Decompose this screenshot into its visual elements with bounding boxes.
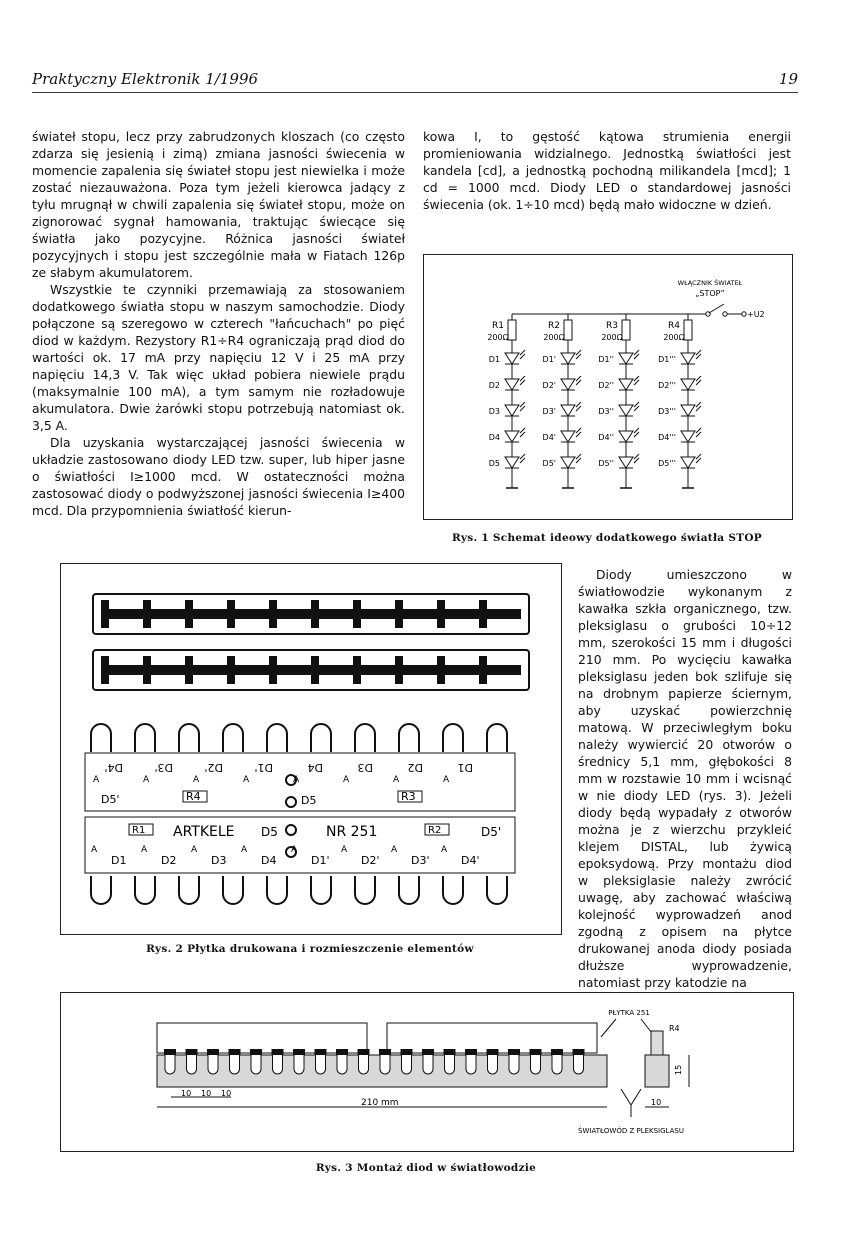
diode-label: D2'' [598, 381, 614, 390]
dim-width: 10 [651, 1098, 662, 1107]
led-outline [135, 876, 155, 904]
track-segment [319, 609, 353, 619]
track-segment [445, 665, 479, 675]
guide-led [337, 1055, 347, 1074]
pcb-copper-tracks [93, 594, 529, 690]
track-segment [403, 609, 437, 619]
track-segment [487, 609, 521, 619]
track-segment [235, 609, 269, 619]
pcb-led-label: D4' [461, 854, 480, 867]
journal-title: Praktyczny Elektronik 1/1996 [32, 70, 259, 88]
track-segment [277, 665, 311, 675]
track-pad [101, 656, 109, 684]
track-segment [151, 609, 185, 619]
guide-led [531, 1055, 541, 1074]
guide-led [294, 1055, 304, 1074]
resistor-r1 [508, 320, 516, 340]
switch-label-stop: „STOP” [695, 289, 725, 298]
track-segment [403, 665, 437, 675]
resistor-r4 [684, 320, 692, 340]
guide-led-leg [530, 1049, 542, 1055]
switch-lever [709, 304, 724, 313]
article-right-column-top: kowa I, to gęstość kątowa strumienia energii promieniowania widzialnego. Jednostką światłości jest kandela [cd], a jednostką pochodną milikandela [mcd]; 1 cd = 1000 mcd. Diody LED o standardowej jasności świecenia (ok. 1÷10 mcd) będą mało widoczne w dzień. [423, 129, 791, 212]
diode-label: D3 [488, 407, 500, 416]
led-outline [487, 876, 507, 904]
led-symbol [561, 353, 575, 364]
figure3-caption: Rys. 3 Montaż diod w światłowodzie [315, 1162, 537, 1174]
led-symbol [561, 405, 575, 416]
guide-led-leg [379, 1049, 391, 1055]
switch-label: WŁĄCZNIK ŚWIATEŁ [677, 279, 743, 287]
guide-led [466, 1055, 476, 1074]
anode-mark: A [191, 845, 198, 855]
led-outline [135, 724, 155, 752]
guide-led [488, 1055, 498, 1074]
track-pad [311, 600, 319, 628]
d5-label: D5' [101, 793, 120, 806]
schematic-svg [424, 255, 792, 519]
track-pad [395, 656, 403, 684]
d5-label: D5 [301, 794, 317, 807]
track-segment [109, 609, 143, 619]
track-pad [437, 600, 445, 628]
guide-led [273, 1055, 283, 1074]
page-number: 19 [778, 70, 798, 88]
guide-led [316, 1055, 326, 1074]
track-pad [479, 600, 487, 628]
pcb-bottom-labels [91, 845, 480, 867]
pcb-led-label: D1 [111, 854, 127, 867]
diode-label: D2 [488, 381, 500, 390]
diode-label: D5'' [598, 459, 614, 468]
guide-led [574, 1055, 584, 1074]
diode-label: D5 [488, 459, 500, 468]
figure3-mounting [60, 992, 794, 1152]
paragraph: Wszystkie te czynniki przemawiają za stosowaniem dodatkowego światła stopu w naszym samochodzie. Diody połączone są szeregowo w czterech "łańcuchach" po pięć diod w każdym. Rezystory R1÷R4 ograniczają prąd diod do wartości ok. 17 mA przy napięciu 12 V i 25 mA przy napięciu 14,3 V. Tak więc układ pobiera niewiele prądu (maksymalnie 100 mA), a tym samym nie rozładowuje akumulatora. Dwie żarówki stopu potrzebują natomiast ok. 3,5 A. [32, 282, 405, 433]
led-symbol [561, 457, 575, 468]
guide-led-leg [250, 1049, 262, 1055]
led-symbol [681, 353, 695, 364]
led-outline [355, 724, 375, 752]
track-pad [269, 656, 277, 684]
anode-mark: A [193, 775, 200, 785]
guide-led-leg [551, 1049, 563, 1055]
guide-led-leg [487, 1049, 499, 1055]
guide-led [402, 1055, 412, 1074]
led-outline [267, 876, 287, 904]
paragraph: świateł stopu, lecz przy zabrudzonych kloszach (co często zdarza się jesienią i zimą) zmiana jasności świecenia w momencie zapalenia się świateł stopu jest niewielka i może zostać niezauważona. Poza tym jeżeli kierowca jadący z tyłu mrugnął w chwili zapalenia się świateł stopu, może on zignorować sygnał hamowania, traktując świecące się światła jako pozycyjne. Różnica jasności świateł pozycyjnych i stopu jest szczególnie mała w Fiatach 126p ze słabym akumulatorem. [32, 129, 405, 280]
track-segment [109, 665, 143, 675]
guide-led-leg [229, 1049, 241, 1055]
track-pad [269, 600, 277, 628]
led-outline [91, 724, 111, 752]
resistor-value: 200Ω [601, 333, 623, 342]
led-symbol [619, 405, 633, 416]
pcb-strip-left [157, 1023, 367, 1053]
anode-mark: A [291, 845, 298, 855]
track-pad [185, 656, 193, 684]
diode-label: D1'' [598, 355, 614, 364]
resistor-value: 200Ω [487, 333, 509, 342]
led-outline [223, 724, 243, 752]
track-segment [193, 609, 227, 619]
led-symbol [505, 353, 519, 364]
anode-mark: A [243, 775, 250, 785]
led-outline [487, 724, 507, 752]
track-pad [143, 600, 151, 628]
pcb-led-row-top [91, 724, 507, 752]
led-outline [91, 876, 111, 904]
r-label: R3 [401, 790, 416, 803]
board-number: NR 251 [326, 824, 378, 840]
guide-led [359, 1055, 369, 1074]
r-label: R2 [428, 825, 442, 836]
led-outline [223, 876, 243, 904]
led-symbol [561, 431, 575, 442]
pcb-led-label: D4' [104, 761, 123, 774]
track-pad [311, 656, 319, 684]
diode-label: D4''' [658, 433, 676, 442]
resistor-r3 [622, 320, 630, 340]
guide-led [380, 1055, 390, 1074]
diode-label: D1 [488, 355, 500, 364]
track-pad [479, 656, 487, 684]
diode-label: D4'' [598, 433, 614, 442]
guide-led-leg [401, 1049, 413, 1055]
pcb-svg [61, 564, 561, 934]
resistor-value: 200Ω [663, 333, 685, 342]
led-symbol [681, 457, 695, 468]
component-strip-bottom [85, 817, 515, 873]
article-right-column-middle: Diody umieszczono w światłowodzie wykonanym z kawałka szkła organicznego, tzw. pleksiglasu o grubości 10÷12 mm, szerokości 15 mm i długości 210 mm. Po wycięciu kawałka pleksiglasu jeden bok szlifuje się na drobnym papierze ściernym, aby uzyskać powierzchnię matową. W przeciwległym boku należy wywiercić 20 otworów o średnicy 5,1 mm, głębokości 8 mm w rozstawie 10 mm i wcisnąć w nie diody LED (rys. 3). Jeżeli diody będą wypadały z otworów można je z wierzchu przykleić klejem DISTAL, lub żywicą epoksydową. Przy montażu diod w pleksiglasie należy zwrócić uwagę, aby zachować właściwą kolejność wyprowadzeń anod zgodną z opisem na płytce drukowanej anoda diody posiada dłuższe wyprowadzenie, natomiast przy katodzie na [578, 567, 792, 990]
anode-mark: A [143, 775, 150, 785]
led-outline [179, 724, 199, 752]
led-symbol [505, 457, 519, 468]
resistor-r2 [564, 320, 572, 340]
dim-length: 210 mm [361, 1098, 399, 1108]
track-segment [193, 665, 227, 675]
diode-label: D3' [542, 407, 556, 416]
diode-label: D5' [542, 459, 556, 468]
mounting-svg [61, 993, 793, 1151]
guide-led [208, 1055, 218, 1074]
guide-led [552, 1055, 562, 1074]
dim-spacing: 10 [181, 1089, 192, 1098]
guide-led [165, 1055, 175, 1074]
led-outline [179, 876, 199, 904]
resistor-value: 200Ω [543, 333, 565, 342]
guide-led-leg [164, 1049, 176, 1055]
d5-label: D5 [261, 825, 278, 839]
figure1-schematic [423, 254, 793, 520]
pcb-led-label: D2 [407, 761, 423, 774]
led-symbol [681, 431, 695, 442]
guide-led-leg [272, 1049, 284, 1055]
r-label: R4 [186, 790, 201, 803]
led-symbol [505, 431, 519, 442]
pcb-top-labels [93, 761, 473, 785]
track-pad [353, 600, 361, 628]
led-symbol [681, 379, 695, 390]
led-outline [267, 724, 287, 752]
led-symbol [505, 405, 519, 416]
component-strip-top [85, 753, 515, 811]
diode-label: D1' [542, 355, 556, 364]
track-segment [277, 609, 311, 619]
r-label: R1 [132, 825, 146, 836]
led-outline [311, 876, 331, 904]
guide-led [445, 1055, 455, 1074]
guide-led-leg [573, 1049, 585, 1055]
led-outline [355, 876, 375, 904]
diode-label: D1''' [658, 355, 676, 364]
guide-led-leg [358, 1049, 370, 1055]
track-segment [319, 665, 353, 675]
anode-mark: A [391, 845, 398, 855]
pcb-led-label: D3 [211, 854, 227, 867]
pcb-led-label: D2 [161, 854, 177, 867]
led-symbol [561, 379, 575, 390]
d5-label: D5' [481, 825, 502, 839]
guide-led-leg [207, 1049, 219, 1055]
track-segment [487, 665, 521, 675]
led-outline [399, 724, 419, 752]
pcb-led-label: D2' [204, 761, 223, 774]
track-pad [101, 600, 109, 628]
guide-led [187, 1055, 197, 1074]
guide-led-leg [293, 1049, 305, 1055]
track-segment [151, 665, 185, 675]
guide-led-leg [336, 1049, 348, 1055]
pcb-led-label: D2' [361, 854, 380, 867]
guide-led-leg [315, 1049, 327, 1055]
anode-mark: A [241, 845, 248, 855]
led-symbol [681, 405, 695, 416]
anode-mark: A [141, 845, 148, 855]
led-symbol [619, 379, 633, 390]
guide-led [423, 1055, 433, 1074]
diode-label: D3'' [598, 407, 614, 416]
pcb-led-row-bottom [91, 876, 507, 904]
figure2-caption: Rys. 2 Płytka drukowana i rozmieszczenie elementów [146, 943, 474, 955]
track-pad [353, 656, 361, 684]
diode-label: D4 [488, 433, 500, 442]
led-outline [399, 876, 419, 904]
pcb-led-label: D3 [357, 761, 373, 774]
guide-led-leg [508, 1049, 520, 1055]
header-rule [32, 92, 798, 93]
board-title: ARTKELE [173, 824, 235, 840]
pcb-led-label: D1' [254, 761, 273, 774]
dim-spacing: 10 [201, 1089, 212, 1098]
paragraph: Dla uzyskania wystarczającej jasności świecenia w układzie zastosowano diody LED tzw. super, lub hiper jasne o światłości I≥1000 mcd. W ostateczności można zastosować diody o podwyższonej jasności świecenia I≥400 mcd. Dla przypomnienia światłość kierun- [32, 435, 405, 518]
pcb-led-label: D1 [457, 761, 473, 774]
pcb-led-label: D4 [261, 854, 277, 867]
track-segment [361, 665, 395, 675]
led-outline [443, 876, 463, 904]
light-guide-side [645, 1055, 669, 1087]
led-outline [311, 724, 331, 752]
supply-label: +U2 [747, 310, 765, 319]
dim-height: 15 [674, 1064, 683, 1075]
guide-led [230, 1055, 240, 1074]
label-board: PŁYTKA 251 [608, 1009, 650, 1017]
led-symbol [505, 379, 519, 390]
dim-spacing: 10 [221, 1089, 232, 1098]
led-symbol [619, 431, 633, 442]
pcb-led-label: D4 [307, 761, 323, 774]
track-pad [437, 656, 445, 684]
anode-mark: A [341, 845, 348, 855]
pcb-led-label: D3' [154, 761, 173, 774]
diode-label: D2' [542, 381, 556, 390]
resistor-label: R3 [606, 321, 618, 331]
article-left-column [32, 128, 405, 519]
resistor-label: R1 [492, 321, 504, 331]
anode-mark: A [93, 775, 100, 785]
track-segment [361, 609, 395, 619]
label-light-guide: ŚWIATŁOWÓD Z PLEKSIGLASU [578, 1127, 684, 1135]
led-outline [443, 724, 463, 752]
guide-led-leg [444, 1049, 456, 1055]
led-symbol [619, 353, 633, 364]
anode-mark: A [293, 775, 300, 785]
guide-led [251, 1055, 261, 1074]
led-symbol [619, 457, 633, 468]
track-segment [445, 609, 479, 619]
pcb-led-label: D3' [411, 854, 430, 867]
figure2-pcb [60, 563, 562, 935]
diode-label: D2''' [658, 381, 676, 390]
track-segment [235, 665, 269, 675]
guide-led-leg [186, 1049, 198, 1055]
anode-mark: A [343, 775, 350, 785]
track-pad [185, 600, 193, 628]
track-pad [395, 600, 403, 628]
figure1-caption: Rys. 1 Schemat ideowy dodatkowego światła STOP [451, 532, 762, 544]
anode-mark: A [443, 775, 450, 785]
track-pad [227, 656, 235, 684]
guide-led-leg [422, 1049, 434, 1055]
guide-led-leg [465, 1049, 477, 1055]
track-pad [143, 656, 151, 684]
label-r4: R4 [669, 1024, 680, 1033]
pcb-led-label: D1' [311, 854, 330, 867]
r4-side [651, 1031, 663, 1057]
diode-label: D3''' [658, 407, 676, 416]
anode-mark: A [393, 775, 400, 785]
track-pad [227, 600, 235, 628]
guide-led [509, 1055, 519, 1074]
pcb-strip-right [387, 1023, 597, 1053]
resistor-label: R2 [548, 321, 560, 331]
anode-mark: A [91, 845, 98, 855]
diode-label: D4' [542, 433, 556, 442]
diode-label: D5''' [658, 459, 676, 468]
resistor-label: R4 [668, 321, 680, 331]
anode-mark: A [441, 845, 448, 855]
